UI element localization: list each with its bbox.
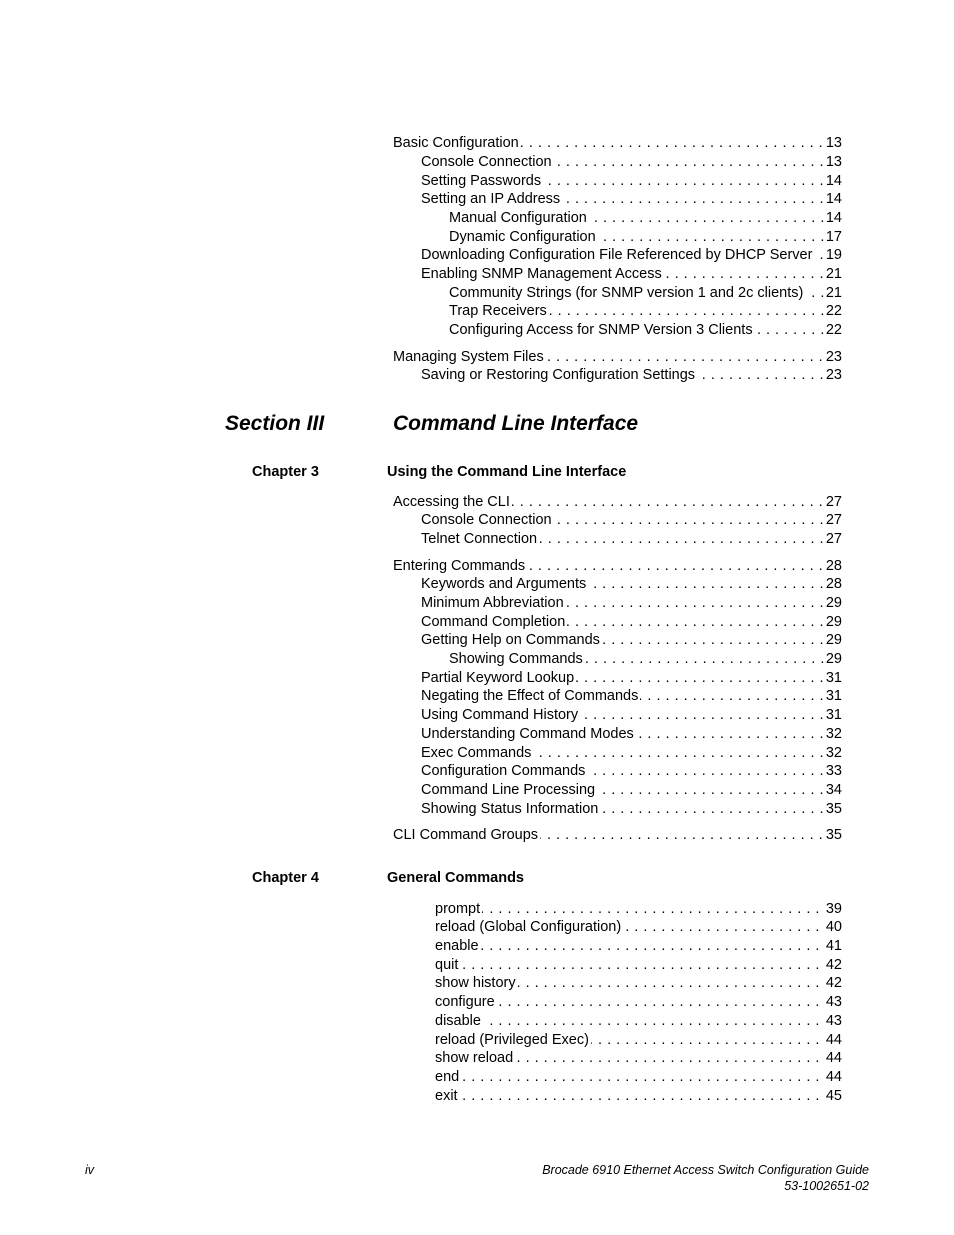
toc-entry-title: Entering Commands	[393, 558, 526, 574]
toc-entry-title: Getting Help on Commands	[421, 632, 600, 648]
toc-entry-page: 19	[825, 247, 842, 263]
chapter-4-title: General Commands	[387, 870, 524, 886]
toc-entry-title: Negating the Effect of Commands	[421, 688, 639, 704]
toc-entry-title: Setting an IP Address	[421, 191, 561, 207]
toc-entry[interactable]	[421, 190, 842, 209]
footer-doc-number: 53-1002651-02	[784, 1179, 869, 1193]
toc-entry-title: CLI Command Groups	[393, 827, 539, 843]
toc-entry[interactable]	[435, 1049, 842, 1068]
section-title: Command Line Interface	[393, 412, 639, 435]
toc-entry-title: reload (Privileged Exec)	[435, 1032, 589, 1048]
toc-entry-title: Configuration Commands	[421, 763, 586, 779]
chapter-3-title: Using the Command Line Interface	[387, 464, 627, 480]
toc-entry[interactable]	[421, 575, 842, 594]
toc-entry-page: 27	[825, 512, 842, 528]
toc-entry[interactable]	[421, 744, 842, 763]
toc-entry[interactable]	[435, 918, 842, 937]
toc-entry-page: 13	[825, 135, 842, 151]
toc-entry[interactable]	[393, 826, 842, 845]
toc-entry-page: 44	[825, 1069, 842, 1085]
toc-entry-page: 23	[825, 367, 842, 383]
toc-entry-page: 22	[825, 322, 842, 338]
toc-entry[interactable]	[421, 669, 842, 688]
toc-entry-page: 13	[825, 154, 842, 170]
footer-doc-title: Brocade 6910 Ethernet Access Switch Configuration Guide	[542, 1163, 869, 1177]
toc-entry[interactable]	[421, 613, 842, 632]
toc-entry-title: end	[435, 1069, 460, 1085]
toc-entry-title: show reload	[435, 1050, 514, 1066]
toc-entry-page: 31	[825, 688, 842, 704]
toc-entry-title: enable	[435, 938, 479, 954]
toc-entry-page: 43	[825, 994, 842, 1010]
toc-entry[interactable]	[421, 530, 842, 549]
chapter-3-label: Chapter 3	[252, 464, 319, 480]
toc-entry[interactable]	[421, 172, 842, 191]
toc-entry[interactable]	[421, 246, 842, 265]
toc-entry-page: 28	[825, 576, 842, 592]
toc-entry-title: Partial Keyword Lookup	[421, 670, 575, 686]
toc-entry[interactable]	[421, 511, 842, 530]
toc-entry[interactable]	[421, 706, 842, 725]
toc-entry-title: configure	[435, 994, 495, 1010]
toc-entry-title: quit	[435, 957, 459, 973]
toc-entry-page: 32	[825, 745, 842, 761]
toc-entry-page: 44	[825, 1032, 842, 1048]
toc-entry-title: Community Strings (for SNMP version 1 and 2c clients)	[449, 285, 804, 301]
toc-entry[interactable]	[393, 493, 842, 512]
toc-entry-page: 34	[825, 782, 842, 798]
toc-entry[interactable]	[393, 134, 842, 153]
toc-entry-title: Command Completion	[421, 614, 566, 630]
toc-entry-title: Basic Configuration	[393, 135, 519, 151]
toc-entry-title: Keywords and Arguments	[421, 576, 587, 592]
toc-entry-page: 17	[825, 229, 842, 245]
toc-entry-page: 31	[825, 707, 842, 723]
toc-entry-title: Telnet Connection	[421, 531, 538, 547]
toc-entry[interactable]	[421, 687, 842, 706]
toc-entry[interactable]	[449, 302, 842, 321]
toc-entry[interactable]	[393, 348, 842, 367]
toc-entry[interactable]	[435, 956, 842, 975]
toc-entry-title: Command Line Processing	[421, 782, 596, 798]
toc-entry-page: 27	[825, 531, 842, 547]
chapter-4-label: Chapter 4	[252, 870, 319, 886]
toc-entry-page: 44	[825, 1050, 842, 1066]
toc-entry[interactable]	[421, 762, 842, 781]
toc-entry-page: 22	[825, 303, 842, 319]
toc-entry[interactable]	[421, 366, 842, 385]
toc-entry[interactable]	[435, 900, 842, 919]
toc-entry-title: Exec Commands	[421, 745, 532, 761]
toc-entry-page: 29	[825, 632, 842, 648]
toc-entry[interactable]	[421, 153, 842, 172]
toc-entry-title: Configuring Access for SNMP Version 3 Clients	[449, 322, 753, 338]
toc-entry-title: Showing Status Information	[421, 801, 599, 817]
toc-entry-title: Dynamic Configuration	[449, 229, 596, 245]
toc-entry[interactable]	[449, 321, 842, 340]
toc-entry-page: 23	[825, 349, 842, 365]
toc-entry-page: 28	[825, 558, 842, 574]
toc-entry[interactable]	[435, 937, 842, 956]
toc-entry-page: 33	[825, 763, 842, 779]
toc-entry-page: 42	[825, 975, 842, 991]
toc-entry[interactable]	[393, 557, 842, 576]
section-label: Section III	[225, 412, 325, 435]
toc-entry-title: Manual Configuration	[449, 210, 587, 226]
toc-entry-page: 21	[825, 266, 842, 282]
toc-entry-page: 41	[825, 938, 842, 954]
toc-entry[interactable]	[421, 265, 842, 284]
toc-entry-title: Managing System Files	[393, 349, 544, 365]
toc-entry-page: 14	[825, 173, 842, 189]
toc-entry[interactable]	[421, 631, 842, 650]
toc-entry[interactable]	[421, 781, 842, 800]
toc-entry[interactable]	[449, 228, 842, 247]
toc-entry-title: Accessing the CLI	[393, 494, 510, 510]
toc-entry-page: 40	[825, 919, 842, 935]
toc-entry-title: Using Command History	[421, 707, 579, 723]
toc-entry[interactable]	[449, 209, 842, 228]
toc-entry-title: Console Connection	[421, 154, 552, 170]
toc-entry-title: Showing Commands	[449, 651, 583, 667]
toc-entry-page: 29	[825, 614, 842, 630]
toc-entry[interactable]	[435, 1068, 842, 1087]
toc-entry-title: Enabling SNMP Management Access	[421, 266, 662, 282]
toc-entry[interactable]	[435, 1031, 842, 1050]
toc-entry[interactable]	[449, 284, 842, 303]
toc-entry[interactable]	[449, 650, 842, 669]
toc-entry[interactable]	[421, 800, 842, 819]
toc-entry[interactable]	[421, 725, 842, 744]
toc-entry-title: Downloading Configuration File Referenced by DHCP Server	[421, 247, 813, 263]
toc-entry[interactable]	[435, 974, 842, 993]
toc-entry-page: 42	[825, 957, 842, 973]
toc-entry-page: 29	[825, 595, 842, 611]
toc-entry-page: 32	[825, 726, 842, 742]
toc-entry-title: prompt	[435, 901, 481, 917]
toc-entry[interactable]	[435, 1087, 842, 1106]
toc-entry-title: Saving or Restoring Configuration Settings	[421, 367, 696, 383]
toc-entry-page: 43	[825, 1013, 842, 1029]
toc-entry-page: 35	[825, 801, 842, 817]
toc-entry-page: 35	[825, 827, 842, 843]
toc-entry-title: exit	[435, 1088, 458, 1104]
toc-entry-page: 27	[825, 494, 842, 510]
footer-page-number: iv	[85, 1163, 95, 1177]
toc-entry[interactable]	[435, 993, 842, 1012]
toc-entry-title: disable	[435, 1013, 481, 1029]
toc-entry-page: 14	[825, 191, 842, 207]
toc-entry-page: 29	[825, 651, 842, 667]
toc-entry-title: reload (Global Configuration)	[435, 919, 622, 935]
toc-entry-title: Understanding Command Modes	[421, 726, 634, 742]
toc-entry-page: 39	[825, 901, 842, 917]
toc-entry-title: Minimum Abbreviation	[421, 595, 564, 611]
toc-entry-page: 21	[825, 285, 842, 301]
toc-entry[interactable]	[435, 1012, 842, 1031]
toc-entry-title: Trap Receivers	[449, 303, 547, 319]
toc-entry-page: 31	[825, 670, 842, 686]
toc-entry-title: Setting Passwords	[421, 173, 542, 189]
toc-entry-title: Console Connection	[421, 512, 552, 528]
toc-entry-page: 14	[825, 210, 842, 226]
toc-entry-title: show history	[435, 975, 516, 991]
toc-entry-page: 45	[825, 1088, 842, 1104]
toc-entry[interactable]	[421, 594, 842, 613]
